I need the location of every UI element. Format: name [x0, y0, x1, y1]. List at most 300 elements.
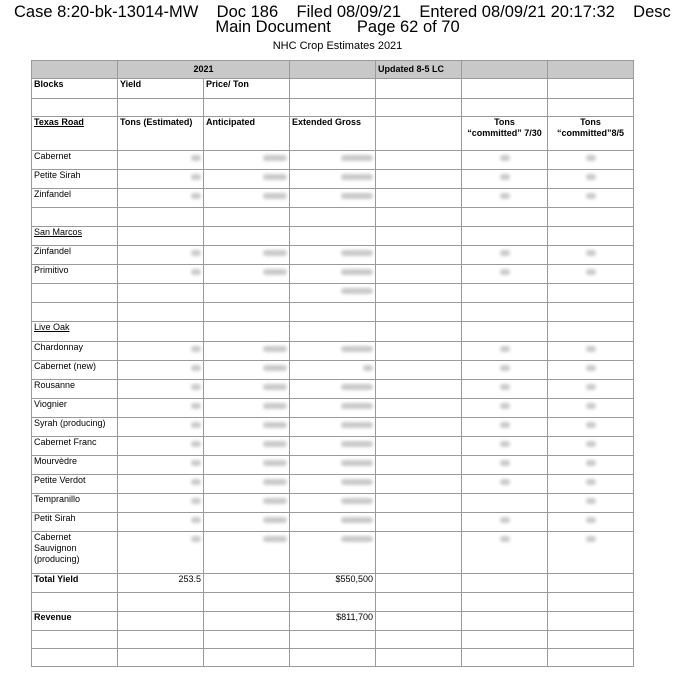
table-cell: [290, 208, 376, 227]
table-cell: [118, 612, 204, 631]
table-cell: [118, 284, 204, 303]
table-cell: [204, 189, 290, 208]
table-cell: [290, 342, 376, 361]
blocks-label: Blocks: [32, 79, 118, 99]
main-document-label: Main Document: [215, 18, 331, 36]
table-cell: [376, 322, 462, 342]
table-cell: [376, 593, 462, 612]
table-cell: [376, 79, 462, 99]
table-cell: [376, 208, 462, 227]
table-cell: [462, 265, 548, 284]
block-name: Petite Sirah: [32, 170, 118, 189]
table-row: [32, 189, 634, 208]
table-cell: [548, 322, 634, 342]
redacted-value: [191, 441, 201, 447]
table-cell: [462, 189, 548, 208]
table-cell: [376, 380, 462, 399]
table-cell: [548, 532, 634, 574]
table-cell: [290, 61, 376, 79]
table-cell: [118, 399, 204, 418]
table-row: [32, 574, 634, 593]
redacted-value: [586, 422, 596, 428]
table-cell: [118, 322, 204, 342]
table-cell: [290, 170, 376, 189]
redacted-value: [500, 174, 510, 180]
redacted-value: [191, 155, 201, 161]
table-row: [32, 79, 634, 99]
table-cell: [462, 151, 548, 170]
redacted-value: [500, 536, 510, 542]
table-cell: [118, 494, 204, 513]
table-row: [32, 265, 634, 284]
doc-number: Doc 186: [216, 3, 279, 21]
col-tons-committed-730: Tons “committed” 7/30: [462, 117, 548, 151]
table-cell: [290, 265, 376, 284]
redacted-value: [586, 365, 596, 371]
redacted-value: [586, 174, 596, 180]
table-cell: [290, 418, 376, 437]
table-cell: [204, 612, 290, 631]
table-cell: [32, 99, 118, 117]
redacted-value: [341, 422, 373, 428]
table-cell: [204, 574, 290, 593]
table-cell: [462, 61, 548, 79]
redacted-value: [586, 403, 596, 409]
redacted-value: [586, 441, 596, 447]
table-cell: [204, 437, 290, 456]
table-cell: [118, 437, 204, 456]
redacted-value: [263, 403, 287, 409]
table-cell: [376, 437, 462, 456]
section-texas-road: Texas Road: [32, 117, 118, 151]
table-cell: [290, 532, 376, 574]
table-row: [32, 418, 634, 437]
table-cell: [118, 418, 204, 437]
redacted-value: [586, 269, 596, 275]
table-cell: [462, 79, 548, 99]
redacted-value: [341, 536, 373, 542]
total-yield-value: 253.5: [118, 574, 204, 593]
block-name: Syrah (producing): [32, 418, 118, 437]
table-cell: [462, 227, 548, 246]
redacted-value: [191, 479, 201, 485]
table-cell: [462, 284, 548, 303]
redacted-value: [263, 365, 287, 371]
table-row: [32, 456, 634, 475]
table-cell: [118, 380, 204, 399]
table-cell: [376, 227, 462, 246]
table-cell: [548, 475, 634, 494]
redacted-value: [586, 517, 596, 523]
redacted-value: [263, 517, 287, 523]
table-cell: [548, 456, 634, 475]
redacted-value: [191, 384, 201, 390]
redacted-value: [263, 250, 287, 256]
redacted-value: [191, 403, 201, 409]
redacted-value: [500, 365, 510, 371]
section-san-marcos: San Marcos: [32, 227, 118, 246]
table-header-band: [32, 61, 634, 79]
table-cell: [204, 246, 290, 265]
table-cell: [376, 99, 462, 117]
table-row: [32, 361, 634, 380]
table-cell: [204, 342, 290, 361]
redacted-value: [191, 365, 201, 371]
table-cell: [548, 437, 634, 456]
table-cell: [548, 380, 634, 399]
redacted-value: [363, 365, 373, 371]
table-cell: [32, 61, 118, 79]
redacted-value: [341, 479, 373, 485]
table-cell: [118, 99, 204, 117]
table-cell: [462, 532, 548, 574]
block-name: Chardonnay: [32, 342, 118, 361]
table-cell: [548, 79, 634, 99]
page-number: Page 62 of 70: [356, 18, 460, 36]
block-name: Viognier: [32, 399, 118, 418]
table-cell: [462, 437, 548, 456]
table-cell: [32, 631, 118, 649]
block-name: Rousanne: [32, 380, 118, 399]
table-cell: [462, 99, 548, 117]
table-cell: [548, 361, 634, 380]
table-row: [32, 342, 634, 361]
redacted-value: [500, 346, 510, 352]
redacted-value: [586, 155, 596, 161]
table-cell: [462, 208, 548, 227]
table-cell: [548, 631, 634, 649]
table-cell: [204, 532, 290, 574]
table-cell: [462, 649, 548, 667]
table-cell: [290, 456, 376, 475]
table-cell: [290, 437, 376, 456]
block-name: Petit Sirah: [32, 513, 118, 532]
redacted-value: [341, 269, 373, 275]
table-cell: [290, 361, 376, 380]
table-cell: [376, 399, 462, 418]
redacted-value: [191, 193, 201, 199]
table-cell: [204, 284, 290, 303]
total-gross-value: $550,500: [290, 574, 376, 593]
redacted-value: [341, 174, 373, 180]
table-cell: [376, 117, 462, 151]
redacted-value: [586, 536, 596, 542]
revenue-value: $811,700: [290, 612, 376, 631]
table-cell: [290, 99, 376, 117]
table-cell: [462, 418, 548, 437]
table-row: [32, 284, 634, 303]
redacted-value: [341, 384, 373, 390]
table-cell: [118, 151, 204, 170]
table-row: [32, 532, 634, 574]
table-cell: [376, 342, 462, 361]
table-row: [32, 593, 634, 612]
entered-date: Entered 08/09/21 20:17:32: [419, 3, 615, 21]
table-cell: [290, 475, 376, 494]
redacted-value: [191, 517, 201, 523]
table-cell: [204, 303, 290, 322]
table-cell: [462, 494, 548, 513]
redacted-value: [191, 498, 201, 504]
table-cell: [376, 574, 462, 593]
redacted-value: [341, 517, 373, 523]
redacted-value: [341, 250, 373, 256]
table-cell: [290, 380, 376, 399]
table-cell: [290, 494, 376, 513]
table-cell: [548, 574, 634, 593]
table-cell: [376, 475, 462, 494]
redacted-value: [263, 346, 287, 352]
table-cell: [290, 303, 376, 322]
redacted-value: [263, 422, 287, 428]
redacted-value: [191, 346, 201, 352]
table-cell: [118, 246, 204, 265]
case-header-line-2: [0, 18, 675, 37]
table-cell: [462, 361, 548, 380]
price-label: Price/ Ton: [204, 79, 290, 99]
table-cell: [548, 189, 634, 208]
redacted-value: [586, 250, 596, 256]
desc-label: Desc: [633, 3, 671, 21]
table-cell: [204, 418, 290, 437]
table-cell: [118, 475, 204, 494]
table-cell: [462, 399, 548, 418]
table-cell: [118, 227, 204, 246]
case-number: Case 8:20-bk-13014-MW: [14, 3, 199, 21]
redacted-value: [500, 441, 510, 447]
table-cell: [548, 99, 634, 117]
table-cell: [204, 399, 290, 418]
block-name: Cabernet Franc: [32, 437, 118, 456]
redacted-value: [586, 460, 596, 466]
table-cell: [376, 151, 462, 170]
table-cell: [462, 513, 548, 532]
col-extended-gross: Extended Gross: [290, 117, 376, 151]
table-cell: [290, 79, 376, 99]
col-anticipated: Anticipated: [204, 117, 290, 151]
redacted-value: [341, 155, 373, 161]
redacted-value: [341, 346, 373, 352]
redacted-value: [341, 441, 373, 447]
table-cell: [462, 631, 548, 649]
redacted-value: [500, 422, 510, 428]
table-cell: [548, 513, 634, 532]
table-cell: [204, 456, 290, 475]
redacted-value: [263, 536, 287, 542]
table-cell: [118, 456, 204, 475]
table-cell: [376, 189, 462, 208]
redacted-value: [500, 384, 510, 390]
table-cell: [118, 189, 204, 208]
table-cell: [290, 151, 376, 170]
table-cell: [376, 494, 462, 513]
table-cell: [462, 380, 548, 399]
block-name-cabernet-sauvignon: Cabernet Sauvignon (producing): [32, 532, 118, 574]
table-cell: [376, 513, 462, 532]
table-cell: [118, 303, 204, 322]
table-cell: [462, 574, 548, 593]
redacted-value: [263, 193, 287, 199]
table-row: [32, 513, 634, 532]
table-cell: [548, 208, 634, 227]
redacted-value: [500, 250, 510, 256]
table-cell: [290, 284, 376, 303]
table-cell: [204, 208, 290, 227]
table-row: [32, 612, 634, 631]
table-cell: [376, 170, 462, 189]
table-cell: [204, 265, 290, 284]
table-row: [32, 322, 634, 342]
redacted-value: [586, 384, 596, 390]
redacted-value: [586, 346, 596, 352]
table-cell: [548, 227, 634, 246]
table-row: [32, 475, 634, 494]
block-name: Cabernet (new): [32, 361, 118, 380]
table-cell: [204, 361, 290, 380]
table-cell: [376, 649, 462, 667]
table-cell: [548, 151, 634, 170]
table-cell: [462, 593, 548, 612]
table-cell: [32, 284, 118, 303]
redacted-value: [500, 155, 510, 161]
table-row: [32, 631, 634, 649]
redacted-value: [586, 498, 596, 504]
redacted-value: [500, 479, 510, 485]
table-cell: [118, 649, 204, 667]
table-cell: [204, 649, 290, 667]
redacted-value: [586, 193, 596, 199]
table-cell: [204, 322, 290, 342]
table-cell: [118, 170, 204, 189]
table-cell: [290, 631, 376, 649]
table-cell: [118, 342, 204, 361]
table-cell: [32, 593, 118, 612]
redacted-value: [500, 460, 510, 466]
table-cell: [376, 532, 462, 574]
table-cell: [548, 170, 634, 189]
table-cell: [462, 322, 548, 342]
table-cell: [290, 593, 376, 612]
table-cell: [290, 513, 376, 532]
table-cell: [118, 631, 204, 649]
table-cell: [32, 649, 118, 667]
table-cell: [462, 170, 548, 189]
table-cell: [290, 189, 376, 208]
table-row: [32, 399, 634, 418]
redacted-value: [500, 193, 510, 199]
table-cell: [548, 303, 634, 322]
table-cell: [204, 170, 290, 189]
block-name: Petite Verdot: [32, 475, 118, 494]
table-cell: [376, 284, 462, 303]
table-cell: [204, 227, 290, 246]
redacted-value: [191, 174, 201, 180]
updated-label: Updated 8-5 LC: [376, 61, 462, 79]
table-cell: [118, 265, 204, 284]
redacted-value: [263, 174, 287, 180]
redacted-value: [500, 269, 510, 275]
table-row: [32, 246, 634, 265]
table-cell: [118, 513, 204, 532]
table-cell: [376, 418, 462, 437]
table-cell: [204, 593, 290, 612]
table-row: [32, 117, 634, 151]
redacted-value: [263, 269, 287, 275]
table-row: [32, 170, 634, 189]
table-cell: [548, 246, 634, 265]
table-cell: [548, 649, 634, 667]
redacted-value: [263, 498, 287, 504]
table-cell: [548, 494, 634, 513]
table-cell: [118, 208, 204, 227]
redacted-value: [263, 460, 287, 466]
redacted-value: [341, 498, 373, 504]
table-cell: [118, 361, 204, 380]
table-cell: [204, 99, 290, 117]
table-cell: [376, 246, 462, 265]
table-row: [32, 227, 634, 246]
table-cell: [548, 418, 634, 437]
table-cell: [376, 612, 462, 631]
table-row: [32, 649, 634, 667]
redacted-value: [341, 460, 373, 466]
table-row: [32, 99, 634, 117]
redacted-value: [500, 517, 510, 523]
table-cell: [118, 532, 204, 574]
table-cell: [32, 303, 118, 322]
table-cell: [290, 399, 376, 418]
revenue-label: Revenue: [32, 612, 118, 631]
redacted-value: [341, 193, 373, 199]
table-cell: [204, 631, 290, 649]
table-row: [32, 494, 634, 513]
table-cell: [462, 475, 548, 494]
document-title: NHC Crop Estimates 2021: [272, 40, 403, 52]
table-cell: [204, 513, 290, 532]
table-cell: [548, 593, 634, 612]
redacted-value: [263, 384, 287, 390]
table-cell: [290, 649, 376, 667]
table-cell: [376, 303, 462, 322]
section-live-oak: Live Oak: [32, 322, 118, 342]
block-name: Cabernet: [32, 151, 118, 170]
table-cell: [290, 227, 376, 246]
col-tons-committed-85: Tons “committed”8/5: [548, 117, 634, 151]
table-cell: [376, 631, 462, 649]
redacted-value: [341, 288, 373, 294]
crop-estimates-table: [31, 60, 634, 667]
total-yield-label: Total Yield: [32, 574, 118, 593]
table-cell: [462, 246, 548, 265]
table-cell: [548, 342, 634, 361]
table-cell: [548, 612, 634, 631]
table-cell: [462, 456, 548, 475]
table-row: [32, 151, 634, 170]
table-row: [32, 437, 634, 456]
table-cell: [548, 399, 634, 418]
redacted-value: [263, 479, 287, 485]
table-cell: [204, 151, 290, 170]
table-cell: [204, 380, 290, 399]
year-label: 2021: [118, 61, 290, 79]
table-cell: [548, 61, 634, 79]
table-cell: [290, 246, 376, 265]
table-cell: [376, 361, 462, 380]
table-row: [32, 208, 634, 227]
table-cell: [204, 475, 290, 494]
block-name: Tempranillo: [32, 494, 118, 513]
redacted-value: [191, 269, 201, 275]
